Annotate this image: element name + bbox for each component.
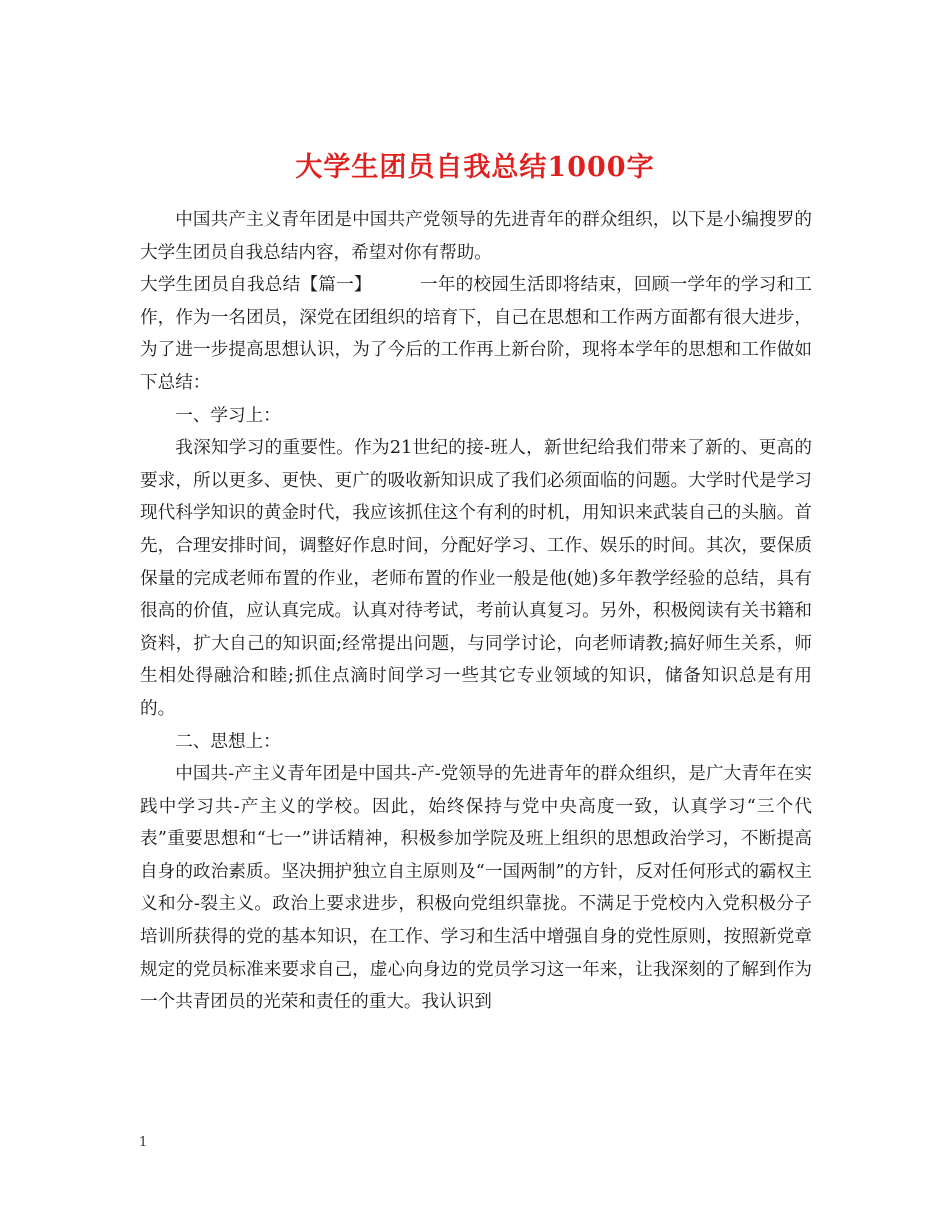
part-one-heading: 大学生团员自我总结【篇一】 (140, 275, 372, 296)
document-title: 大学生团员自我总结1000字 (295, 152, 655, 184)
part-one-paragraph (140, 269, 812, 399)
part-one-text: 一年的校园生活即将结束，回顾一学年的学习和工作，作为一名团员，深党在团组织的培育下，自己在思想和工作两方面都有很大进步，为了进一步提高思想认识，为了今后的工作再上新台阶，现将本学年的思想和工作做如下总结： (140, 275, 812, 393)
intro-paragraph: 中国共产主义青年团是中国共产党领导的先进青年的群众组织，以下是小编搜罗的大学生团员自我总结内容，希望对你有帮助。 (140, 210, 812, 263)
document-body (140, 204, 812, 1019)
section-thought-paragraph: 中国共-产主义青年团是中国共-产-党领导的先进青年的群众组织，是广大青年在实践中学习共-产主义的学校。因此，始终保持与党中央高度一致，认真学习“三个代表”重要思想和“七一”讲话精神，积极参加学院及班上组织的思想政治学习，不断提高自身的政治素质。坚决拥护独立自主原则及“一国两制”的方针，反对任何形式的霸权主义和分-裂主义。政治上要求进步，积极向党组织靠拢。不满足于党校内入党积极分子培训所获得的党的基本知识，在工作、学习和生活中增强自身的党性原则，按照新党章规定的党员标准来要求自己，虚心向身边的党员学习这一年来，让我深刻的了解到作为一个共青团员的光荣和责任的重大。我认识到 (140, 764, 812, 1013)
section-thought-heading: 二、思想上： (175, 731, 281, 752)
section-study-heading: 一、学习上： (175, 405, 281, 426)
section-study-paragraph: 我深知学习的重要性。作为21世纪的接-班人，新世纪给我们带来了新的、更高的要求，所以更多、更快、更广的吸收新知识成了我们必须面临的问题。大学时代是学习现代科学知识的黄金时代，我应该抓住这个有利的时机，用知识来武装自己的头脑。首先，合理安排时间，调整好作息时间，分配好学习、工作、娱乐的时间。其次，要保质保量的完成老师布置的作业，老师布置的作业一般是他(她)多年教学经验的总结，具有很高的价值，应认真完成。认真对待考试，考前认真复习。另外，积极阅读有关书籍和资料，扩大自己的知识面;经常提出问题，与同学讨论，向老师请教;搞好师生关系，师生相处得融洽和睦;抓住点滴时间学习一些其它专业领域的知识，储备知识总是有用的。 (140, 438, 812, 719)
page-number: 1 (139, 1135, 148, 1150)
